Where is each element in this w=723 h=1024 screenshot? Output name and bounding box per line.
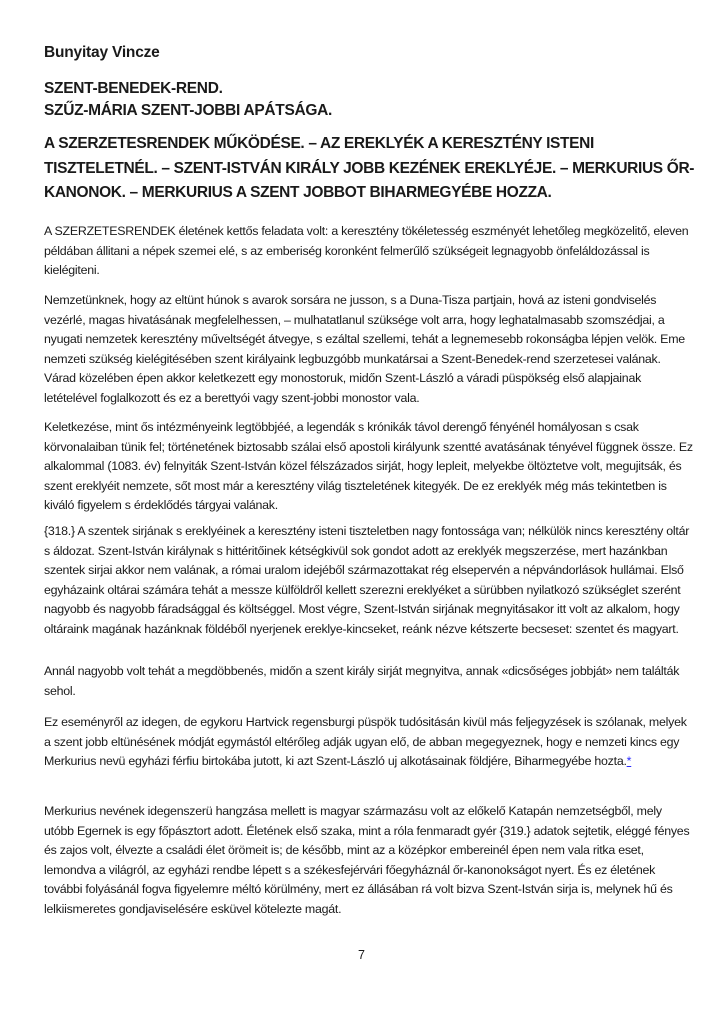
paragraph-2: Nemzetünknek, hogy az eltünt húnok s avarok sorsára ne jusson, s a Duna-Tisza partjain, hová az isteni gondviselés vezérlé, magas hivatásának megfelelhessen, – mulhatatlanul szüksége volt arra, hogy leghatalmasabb szomszédjai, a nyugati nemzetek keresztény műveltségét átvegye, s ezáltal szellemi, tehát a legnemesebb rokonságba lépjen velök. Eme nemzeti szükség kielégitésében szent királyaink legbuzgóbb munkatársai a Szent-Benedek-rend szerzetesei valának. Várad közelében épen akkor keletkezett egy monostoruk, midőn Szent-László a váradi püspökség első alapjainak letételével foglalkozott és ez a berettyói vagy szent-jobbi monostor vala. [44, 293, 685, 405]
paragraph-5: Annál nagyobb volt tehát a megdöbbenés, midőn a szent király sirját megnyitva, annak «dicsőséges jobbját» nem találták sehol. [44, 664, 680, 698]
paragraph-4: {318.} A szentek sirjának s ereklyéinek a keresztény isteni tiszteletben nagy fontossága van; nélkülök nincs keresztény oltár s áldozat. Szent-István királynak s hittéritőinek kétségkivül sok gondot adott az ereklyék megszerzése, mert hazánkban szentek sirjai akkor nem valának, a római uralom idejéből származottakat rég elsepervén a népvándorlások hullámai. Első egyházaink oltárai számára tehát a messze külföldről kellett szerezni ereklyéket a sürübben nyilatkozó szükséglet szerént nagyobb és nagyobb fáradsággal és költséggel. Most végre, Szent-István sirjának megnyitásakor itt volt az alkalom, hogy oltáraink magának hazánknak földéből nyerjenek ereklye-kincseket, reánk nézve kétszerte becseset: szentet és magyart. [44, 524, 690, 636]
title-line-2: SZŰZ-MÁRIA SZENT-JOBBI APÁTSÁGA. [44, 102, 333, 119]
paragraph-1: A SZERZETESRENDEK életének kettős feladata volt: a keresztény tökéletesség eszményét lehetőleg megközelitő, eleven példában állitani a népek szemei elé, s az emberiség koronként felmerűlő szükségeit legnagyobb önfeláldozással is kielégiteni. [44, 224, 689, 278]
paragraph-6-text: Ez eseményről az idegen, de egykoru Hartvick regensburgi püspök tudósitásán kivül más feljegyzések is szólanak, melyek a szent jobb eltünésének módját egymástól eltérőleg adják ugyan elő, de abban megegyeznek, hogy e nemzeti kincs egy Merkurius nevü egyházi férfiu birtokába jutott, ki azt Szent-László uj alkotásainak földjére, Biharmegyébe hozta. [44, 715, 687, 769]
paragraph-6 [44, 713, 694, 772]
page-number: 7 [358, 948, 365, 962]
footnote-link[interactable]: * [626, 754, 632, 769]
title-line-1: SZENT-BENEDEK-REND. [44, 80, 223, 97]
author-name: Bunyitay Vincze [44, 44, 160, 61]
chapter-summary-heading: A SZERZETESRENDEK MŰKÖDÉSE. – AZ EREKLYÉK A KERESZTÉNY ISTENI TISZTELETNÉL. – SZENT-ISTVÁN KIRÁLY JOBB KEZÉNEK EREKLYÉJE. – MERKURIUS ŐR-KANONOK. – MERKURIUS A SZENT JOBBOT BIHARMEGYÉBE HOZZA. [44, 135, 695, 201]
paragraph-7: Merkurius nevének idegenszerü hangzása mellett is magyar származásu volt az előkelő Katapán nemzetségből, mely utóbb Egernek is egy főpásztort adott. Életének első szaka, mint a róla fenmaradt gyér {319.} adatok sejtetik, eléggé fényes és zajos volt, élvezte a családi élet örömeit is; de később, mint az a középkor embereinél épen nem vala ritka eset, lemondva a világról, az egyházi rendbe lépett s a székesfejérvári főegyháznál őr-kanonokságot nyert. És ez életének további folyásánál fogva figyelemre méltó körülmény, mert ez állásában rá volt bizva Szent-István sirja is, melynek hű és lelkiismeretes gondjaviselésére esküvel kötelezte magát. [44, 804, 690, 916]
paragraph-3: Keletkezése, mint ős intézményeink legtöbbjéé, a legendák s krónikák távol derengő fényénél homályosan s csak körvonalaiban tünik fel; történetének biztosabb szálai első apostoli királyunk szentté avatásának tényével függnek össze. Ez alkalommal (1083. év) felnyiták Szent-István közel félszázados sirját, hogy lepleit, melyekbe öltöztetve volt, megujitsák, és szent ereklyéit nemzete, sőt most már a keresztény világ tiszteletének kitegyék. De ez ereklyék még más tekintetben is kiváló figyelem s érdeklődés tárgyai valának. [44, 420, 693, 513]
